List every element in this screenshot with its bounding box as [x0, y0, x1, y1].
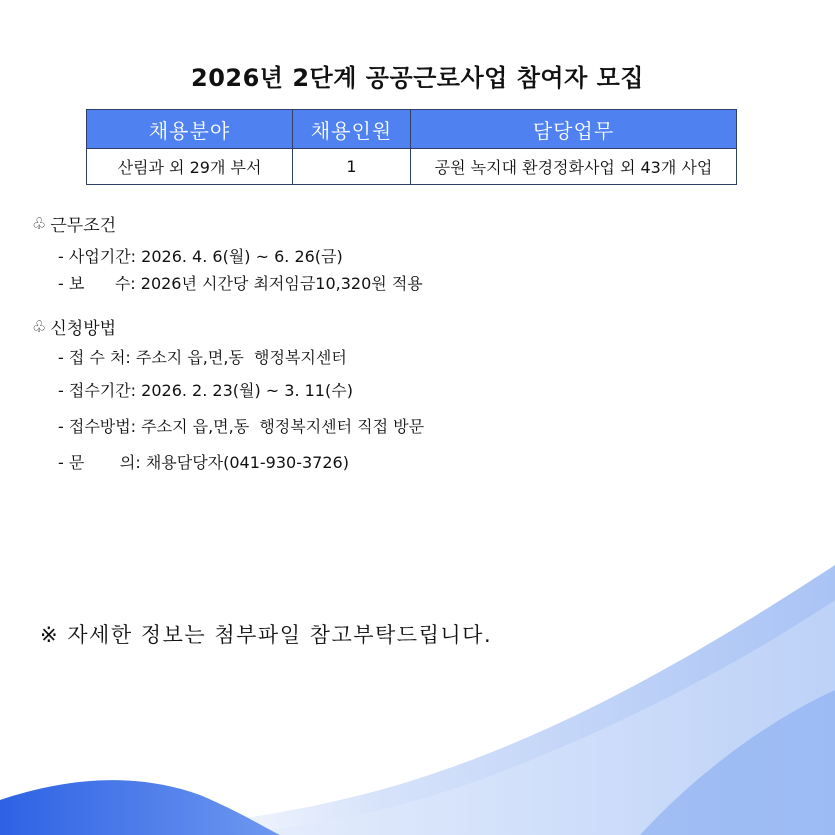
header-field: 채용분야: [87, 110, 293, 149]
page-title: 2026년 2단계 공공근로사업 참여자 모집: [191, 64, 644, 92]
list-item: - 접수방법: 주소지 읍,면,동 행정복지센터 직접 방문: [58, 417, 425, 436]
table-row: [87, 149, 737, 185]
club-icon: ♧: [32, 317, 47, 336]
cell-field: 산림과 외 29개 부서: [87, 149, 293, 185]
section-title-application: 신청방법: [50, 319, 117, 339]
list-item: - 접 수 처: 주소지 읍,면,동 행정복지센터: [58, 348, 347, 367]
recruitment-table: [86, 109, 737, 185]
notice-text: ※ 자세한 정보는 첨부파일 참고부탁드립니다.: [40, 623, 493, 647]
list-item: - 보 수: 2026년 시간당 최저임금10,320원 적용: [58, 274, 423, 293]
section-work-conditions: [32, 211, 116, 236]
table-header-row: [87, 110, 737, 149]
list-item: - 접수기간: 2026. 2. 23(월) ~ 3. 11(수): [58, 381, 353, 400]
header-headcount: 채용인원: [293, 110, 411, 149]
list-item: - 사업기간: 2026. 4. 6(월) ~ 6. 26(금): [58, 247, 343, 266]
cell-duties: 공원 녹지대 환경정화사업 외 43개 사업: [411, 149, 737, 185]
section-application: [32, 314, 116, 339]
cell-headcount: 1: [293, 149, 411, 185]
club-icon: ♧: [32, 214, 47, 233]
header-duties: 담당업무: [411, 110, 737, 149]
list-item: - 문 의: 채용담당자(041-930-3726): [58, 453, 349, 472]
section-title-work-conditions: 근무조건: [50, 216, 117, 236]
